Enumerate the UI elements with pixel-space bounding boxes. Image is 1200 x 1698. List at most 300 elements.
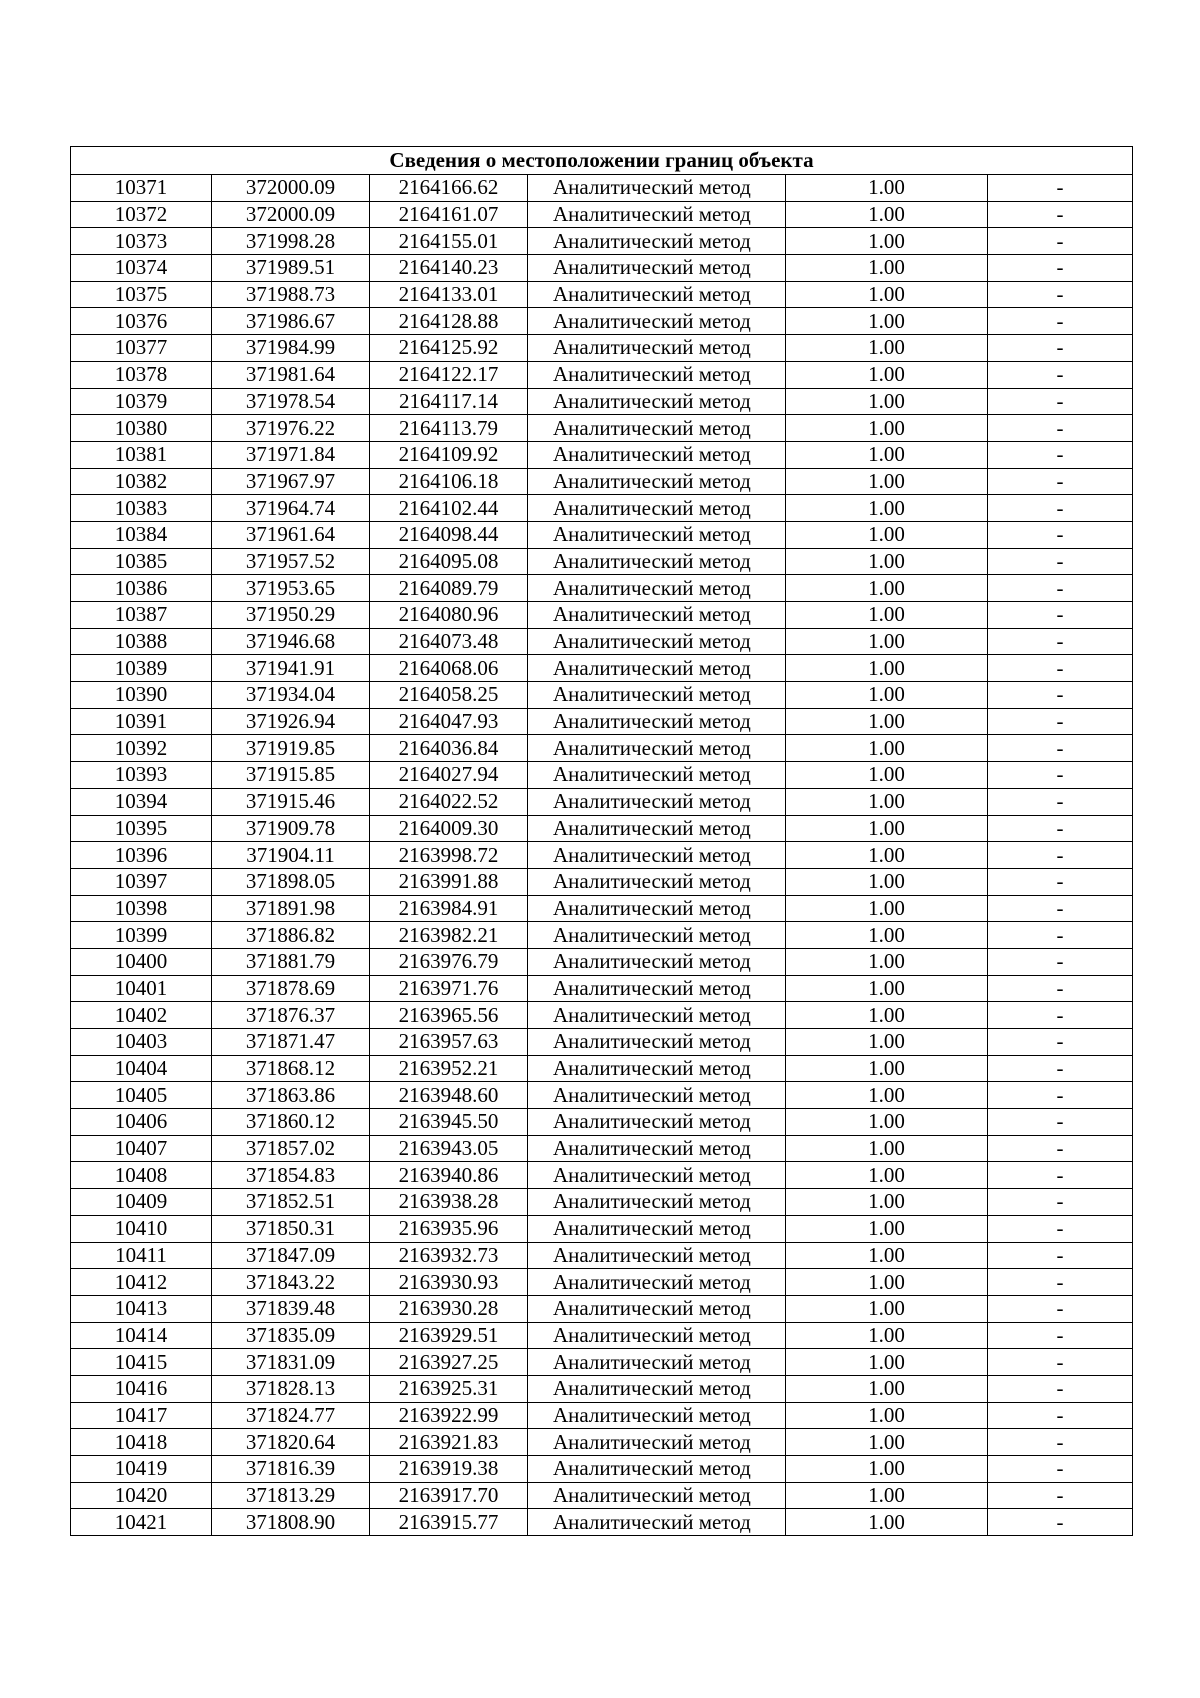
y-coordinate-cell: 2163952.21 [370, 1055, 528, 1082]
method-cell: Аналитический метод [528, 1482, 786, 1509]
point-number-cell: 10418 [71, 1429, 212, 1456]
x-coordinate-cell: 371941.91 [212, 655, 370, 682]
x-coordinate-cell: 371953.65 [212, 575, 370, 602]
y-coordinate-cell: 2163984.91 [370, 895, 528, 922]
x-coordinate-cell: 371847.09 [212, 1242, 370, 1269]
y-coordinate-cell: 2163938.28 [370, 1189, 528, 1216]
x-coordinate-cell: 371878.69 [212, 975, 370, 1002]
method-cell: Аналитический метод [528, 1349, 786, 1376]
y-coordinate-cell: 2163945.50 [370, 1109, 528, 1136]
accuracy-cell: 1.00 [786, 1189, 988, 1216]
table-row [71, 441, 1133, 468]
x-coordinate-cell: 371876.37 [212, 1002, 370, 1029]
accuracy-cell: 1.00 [786, 415, 988, 442]
method-cell: Аналитический метод [528, 1429, 786, 1456]
table-row [71, 521, 1133, 548]
accuracy-cell: 1.00 [786, 281, 988, 308]
description-cell: - [988, 922, 1133, 949]
y-coordinate-cell: 2163922.99 [370, 1402, 528, 1429]
point-number-cell: 10374 [71, 255, 212, 282]
x-coordinate-cell: 371860.12 [212, 1109, 370, 1136]
description-cell: - [988, 521, 1133, 548]
y-coordinate-cell: 2163927.25 [370, 1349, 528, 1376]
description-cell: - [988, 1429, 1133, 1456]
x-coordinate-cell: 371915.85 [212, 762, 370, 789]
point-number-cell: 10401 [71, 975, 212, 1002]
x-coordinate-cell: 371898.05 [212, 868, 370, 895]
accuracy-cell: 1.00 [786, 948, 988, 975]
point-number-cell: 10416 [71, 1375, 212, 1402]
accuracy-cell: 1.00 [786, 602, 988, 629]
method-cell: Аналитический метод [528, 1189, 786, 1216]
accuracy-cell: 1.00 [786, 1135, 988, 1162]
method-cell: Аналитический метод [528, 735, 786, 762]
accuracy-cell: 1.00 [786, 1482, 988, 1509]
description-cell: - [988, 175, 1133, 202]
description-cell: - [988, 682, 1133, 709]
point-number-cell: 10385 [71, 548, 212, 575]
accuracy-cell: 1.00 [786, 1402, 988, 1429]
method-cell: Аналитический метод [528, 1135, 786, 1162]
point-number-cell: 10405 [71, 1082, 212, 1109]
x-coordinate-cell: 371850.31 [212, 1215, 370, 1242]
accuracy-cell: 1.00 [786, 468, 988, 495]
x-coordinate-cell: 371881.79 [212, 948, 370, 975]
description-cell: - [988, 1295, 1133, 1322]
method-cell: Аналитический метод [528, 1242, 786, 1269]
point-number-cell: 10414 [71, 1322, 212, 1349]
point-number-cell: 10421 [71, 1509, 212, 1536]
table-row [71, 948, 1133, 975]
point-number-cell: 10417 [71, 1402, 212, 1429]
y-coordinate-cell: 2163919.38 [370, 1456, 528, 1483]
method-cell: Аналитический метод [528, 441, 786, 468]
x-coordinate-cell: 371971.84 [212, 441, 370, 468]
method-cell: Аналитический метод [528, 388, 786, 415]
accuracy-cell: 1.00 [786, 1109, 988, 1136]
accuracy-cell: 1.00 [786, 255, 988, 282]
y-coordinate-cell: 2163965.56 [370, 1002, 528, 1029]
method-cell: Аналитический метод [528, 708, 786, 735]
point-number-cell: 10397 [71, 868, 212, 895]
description-cell: - [988, 468, 1133, 495]
x-coordinate-cell: 371891.98 [212, 895, 370, 922]
accuracy-cell: 1.00 [786, 441, 988, 468]
accuracy-cell: 1.00 [786, 228, 988, 255]
table-row [71, 1456, 1133, 1483]
y-coordinate-cell: 2164122.17 [370, 361, 528, 388]
method-cell: Аналитический метод [528, 281, 786, 308]
description-cell: - [988, 281, 1133, 308]
point-number-cell: 10419 [71, 1456, 212, 1483]
y-coordinate-cell: 2163921.83 [370, 1429, 528, 1456]
method-cell: Аналитический метод [528, 815, 786, 842]
x-coordinate-cell: 371808.90 [212, 1509, 370, 1536]
table-row [71, 1269, 1133, 1296]
point-number-cell: 10404 [71, 1055, 212, 1082]
point-number-cell: 10406 [71, 1109, 212, 1136]
x-coordinate-cell: 371988.73 [212, 281, 370, 308]
description-cell: - [988, 1509, 1133, 1536]
description-cell: - [988, 388, 1133, 415]
description-cell: - [988, 441, 1133, 468]
y-coordinate-cell: 2163957.63 [370, 1029, 528, 1056]
accuracy-cell: 1.00 [786, 201, 988, 228]
accuracy-cell: 1.00 [786, 308, 988, 335]
y-coordinate-cell: 2164089.79 [370, 575, 528, 602]
table-row [71, 335, 1133, 362]
accuracy-cell: 1.00 [786, 682, 988, 709]
accuracy-cell: 1.00 [786, 1269, 988, 1296]
accuracy-cell: 1.00 [786, 1322, 988, 1349]
point-number-cell: 10372 [71, 201, 212, 228]
x-coordinate-cell: 371831.09 [212, 1349, 370, 1376]
method-cell: Аналитический метод [528, 948, 786, 975]
point-number-cell: 10392 [71, 735, 212, 762]
y-coordinate-cell: 2164073.48 [370, 628, 528, 655]
y-coordinate-cell: 2164027.94 [370, 762, 528, 789]
x-coordinate-cell: 372000.09 [212, 175, 370, 202]
accuracy-cell: 1.00 [786, 868, 988, 895]
description-cell: - [988, 201, 1133, 228]
description-cell: - [988, 842, 1133, 869]
x-coordinate-cell: 371843.22 [212, 1269, 370, 1296]
description-cell: - [988, 628, 1133, 655]
y-coordinate-cell: 2164102.44 [370, 495, 528, 522]
x-coordinate-cell: 371835.09 [212, 1322, 370, 1349]
method-cell: Аналитический метод [528, 788, 786, 815]
point-number-cell: 10386 [71, 575, 212, 602]
description-cell: - [988, 308, 1133, 335]
y-coordinate-cell: 2164155.01 [370, 228, 528, 255]
point-number-cell: 10395 [71, 815, 212, 842]
x-coordinate-cell: 371976.22 [212, 415, 370, 442]
point-number-cell: 10391 [71, 708, 212, 735]
method-cell: Аналитический метод [528, 308, 786, 335]
description-cell: - [988, 361, 1133, 388]
description-cell: - [988, 415, 1133, 442]
accuracy-cell: 1.00 [786, 575, 988, 602]
point-number-cell: 10415 [71, 1349, 212, 1376]
y-coordinate-cell: 2164068.06 [370, 655, 528, 682]
description-cell: - [988, 975, 1133, 1002]
method-cell: Аналитический метод [528, 1402, 786, 1429]
x-coordinate-cell: 371915.46 [212, 788, 370, 815]
table-row [71, 895, 1133, 922]
method-cell: Аналитический метод [528, 895, 786, 922]
table-row [71, 1109, 1133, 1136]
accuracy-cell: 1.00 [786, 922, 988, 949]
y-coordinate-cell: 2164161.07 [370, 201, 528, 228]
description-cell: - [988, 1242, 1133, 1269]
description-cell: - [988, 1322, 1133, 1349]
point-number-cell: 10379 [71, 388, 212, 415]
x-coordinate-cell: 371978.54 [212, 388, 370, 415]
method-cell: Аналитический метод [528, 655, 786, 682]
y-coordinate-cell: 2164128.88 [370, 308, 528, 335]
method-cell: Аналитический метод [528, 201, 786, 228]
x-coordinate-cell: 371813.29 [212, 1482, 370, 1509]
method-cell: Аналитический метод [528, 1456, 786, 1483]
description-cell: - [988, 1402, 1133, 1429]
accuracy-cell: 1.00 [786, 548, 988, 575]
point-number-cell: 10380 [71, 415, 212, 442]
method-cell: Аналитический метод [528, 1375, 786, 1402]
y-coordinate-cell: 2164080.96 [370, 602, 528, 629]
point-number-cell: 10398 [71, 895, 212, 922]
table-row [71, 495, 1133, 522]
point-number-cell: 10410 [71, 1215, 212, 1242]
table-row [71, 201, 1133, 228]
description-cell: - [988, 762, 1133, 789]
method-cell: Аналитический метод [528, 628, 786, 655]
description-cell: - [988, 1456, 1133, 1483]
x-coordinate-cell: 371989.51 [212, 255, 370, 282]
method-cell: Аналитический метод [528, 228, 786, 255]
x-coordinate-cell: 371950.29 [212, 602, 370, 629]
point-number-cell: 10382 [71, 468, 212, 495]
table-title-row [71, 147, 1133, 175]
method-cell: Аналитический метод [528, 975, 786, 1002]
table-title: Сведения о местоположении границ объекта [71, 147, 1133, 175]
x-coordinate-cell: 371868.12 [212, 1055, 370, 1082]
method-cell: Аналитический метод [528, 1269, 786, 1296]
y-coordinate-cell: 2163971.76 [370, 975, 528, 1002]
table-row [71, 788, 1133, 815]
x-coordinate-cell: 371961.64 [212, 521, 370, 548]
x-coordinate-cell: 371863.86 [212, 1082, 370, 1109]
method-cell: Аналитический метод [528, 762, 786, 789]
method-cell: Аналитический метод [528, 335, 786, 362]
y-coordinate-cell: 2164095.08 [370, 548, 528, 575]
point-number-cell: 10407 [71, 1135, 212, 1162]
y-coordinate-cell: 2163925.31 [370, 1375, 528, 1402]
accuracy-cell: 1.00 [786, 1215, 988, 1242]
x-coordinate-cell: 371854.83 [212, 1162, 370, 1189]
y-coordinate-cell: 2163991.88 [370, 868, 528, 895]
description-cell: - [988, 1349, 1133, 1376]
point-number-cell: 10412 [71, 1269, 212, 1296]
x-coordinate-cell: 371964.74 [212, 495, 370, 522]
table-row [71, 815, 1133, 842]
table-row [71, 415, 1133, 442]
y-coordinate-cell: 2164140.23 [370, 255, 528, 282]
y-coordinate-cell: 2164166.62 [370, 175, 528, 202]
method-cell: Аналитический метод [528, 1322, 786, 1349]
y-coordinate-cell: 2163930.28 [370, 1295, 528, 1322]
accuracy-cell: 1.00 [786, 1002, 988, 1029]
method-cell: Аналитический метод [528, 922, 786, 949]
point-number-cell: 10396 [71, 842, 212, 869]
method-cell: Аналитический метод [528, 682, 786, 709]
y-coordinate-cell: 2163982.21 [370, 922, 528, 949]
method-cell: Аналитический метод [528, 1162, 786, 1189]
accuracy-cell: 1.00 [786, 1082, 988, 1109]
x-coordinate-cell: 371934.04 [212, 682, 370, 709]
y-coordinate-cell: 2164125.92 [370, 335, 528, 362]
y-coordinate-cell: 2164036.84 [370, 735, 528, 762]
x-coordinate-cell: 371886.82 [212, 922, 370, 949]
point-number-cell: 10388 [71, 628, 212, 655]
point-number-cell: 10393 [71, 762, 212, 789]
accuracy-cell: 1.00 [786, 1295, 988, 1322]
table-row [71, 1002, 1133, 1029]
description-cell: - [988, 228, 1133, 255]
accuracy-cell: 1.00 [786, 815, 988, 842]
description-cell: - [988, 868, 1133, 895]
table-row [71, 1349, 1133, 1376]
y-coordinate-cell: 2164058.25 [370, 682, 528, 709]
point-number-cell: 10373 [71, 228, 212, 255]
x-coordinate-cell: 371984.99 [212, 335, 370, 362]
y-coordinate-cell: 2163998.72 [370, 842, 528, 869]
point-number-cell: 10390 [71, 682, 212, 709]
x-coordinate-cell: 371904.11 [212, 842, 370, 869]
description-cell: - [988, 548, 1133, 575]
table-row [71, 762, 1133, 789]
accuracy-cell: 1.00 [786, 628, 988, 655]
accuracy-cell: 1.00 [786, 361, 988, 388]
y-coordinate-cell: 2164022.52 [370, 788, 528, 815]
table-row [71, 255, 1133, 282]
table-row [71, 1242, 1133, 1269]
description-cell: - [988, 655, 1133, 682]
description-cell: - [988, 1215, 1133, 1242]
accuracy-cell: 1.00 [786, 1055, 988, 1082]
table-row [71, 975, 1133, 1002]
x-coordinate-cell: 371824.77 [212, 1402, 370, 1429]
description-cell: - [988, 495, 1133, 522]
y-coordinate-cell: 2164106.18 [370, 468, 528, 495]
point-number-cell: 10381 [71, 441, 212, 468]
method-cell: Аналитический метод [528, 415, 786, 442]
y-coordinate-cell: 2163930.93 [370, 1269, 528, 1296]
point-number-cell: 10402 [71, 1002, 212, 1029]
table-row [71, 548, 1133, 575]
table-row [71, 1295, 1133, 1322]
description-cell: - [988, 1375, 1133, 1402]
point-number-cell: 10389 [71, 655, 212, 682]
x-coordinate-cell: 371857.02 [212, 1135, 370, 1162]
point-number-cell: 10399 [71, 922, 212, 949]
table-row [71, 1375, 1133, 1402]
point-number-cell: 10377 [71, 335, 212, 362]
description-cell: - [988, 335, 1133, 362]
point-number-cell: 10383 [71, 495, 212, 522]
y-coordinate-cell: 2164009.30 [370, 815, 528, 842]
point-number-cell: 10384 [71, 521, 212, 548]
table-row [71, 922, 1133, 949]
method-cell: Аналитический метод [528, 548, 786, 575]
accuracy-cell: 1.00 [786, 1242, 988, 1269]
table-row [71, 1509, 1133, 1536]
y-coordinate-cell: 2164117.14 [370, 388, 528, 415]
accuracy-cell: 1.00 [786, 1509, 988, 1536]
table-row [71, 1135, 1133, 1162]
point-number-cell: 10420 [71, 1482, 212, 1509]
method-cell: Аналитический метод [528, 1509, 786, 1536]
description-cell: - [988, 948, 1133, 975]
accuracy-cell: 1.00 [786, 175, 988, 202]
accuracy-cell: 1.00 [786, 655, 988, 682]
point-number-cell: 10411 [71, 1242, 212, 1269]
y-coordinate-cell: 2163929.51 [370, 1322, 528, 1349]
table-row [71, 1029, 1133, 1056]
table-row [71, 308, 1133, 335]
x-coordinate-cell: 371820.64 [212, 1429, 370, 1456]
method-cell: Аналитический метод [528, 575, 786, 602]
accuracy-cell: 1.00 [786, 788, 988, 815]
point-number-cell: 10403 [71, 1029, 212, 1056]
table-row [71, 735, 1133, 762]
accuracy-cell: 1.00 [786, 521, 988, 548]
method-cell: Аналитический метод [528, 1295, 786, 1322]
y-coordinate-cell: 2163932.73 [370, 1242, 528, 1269]
table-row [71, 1322, 1133, 1349]
y-coordinate-cell: 2163940.86 [370, 1162, 528, 1189]
method-cell: Аналитический метод [528, 521, 786, 548]
x-coordinate-cell: 371926.94 [212, 708, 370, 735]
description-cell: - [988, 708, 1133, 735]
description-cell: - [988, 1135, 1133, 1162]
description-cell: - [988, 1189, 1133, 1216]
point-number-cell: 10376 [71, 308, 212, 335]
table-row [71, 468, 1133, 495]
method-cell: Аналитический метод [528, 602, 786, 629]
y-coordinate-cell: 2163948.60 [370, 1082, 528, 1109]
description-cell: - [988, 1055, 1133, 1082]
y-coordinate-cell: 2163915.77 [370, 1509, 528, 1536]
y-coordinate-cell: 2164113.79 [370, 415, 528, 442]
x-coordinate-cell: 371816.39 [212, 1456, 370, 1483]
accuracy-cell: 1.00 [786, 388, 988, 415]
accuracy-cell: 1.00 [786, 975, 988, 1002]
accuracy-cell: 1.00 [786, 735, 988, 762]
x-coordinate-cell: 371981.64 [212, 361, 370, 388]
x-coordinate-cell: 371967.97 [212, 468, 370, 495]
point-number-cell: 10409 [71, 1189, 212, 1216]
x-coordinate-cell: 371919.85 [212, 735, 370, 762]
table-row [71, 628, 1133, 655]
method-cell: Аналитический метод [528, 1029, 786, 1056]
y-coordinate-cell: 2163935.96 [370, 1215, 528, 1242]
accuracy-cell: 1.00 [786, 1456, 988, 1483]
point-number-cell: 10378 [71, 361, 212, 388]
y-coordinate-cell: 2163976.79 [370, 948, 528, 975]
method-cell: Аналитический метод [528, 1002, 786, 1029]
table-row [71, 1055, 1133, 1082]
table-row [71, 602, 1133, 629]
accuracy-cell: 1.00 [786, 708, 988, 735]
description-cell: - [988, 788, 1133, 815]
description-cell: - [988, 1082, 1133, 1109]
x-coordinate-cell: 371839.48 [212, 1295, 370, 1322]
method-cell: Аналитический метод [528, 361, 786, 388]
method-cell: Аналитический метод [528, 468, 786, 495]
method-cell: Аналитический метод [528, 1215, 786, 1242]
method-cell: Аналитический метод [528, 175, 786, 202]
table-row [71, 1189, 1133, 1216]
y-coordinate-cell: 2163917.70 [370, 1482, 528, 1509]
x-coordinate-cell: 371986.67 [212, 308, 370, 335]
y-coordinate-cell: 2164098.44 [370, 521, 528, 548]
description-cell: - [988, 1029, 1133, 1056]
accuracy-cell: 1.00 [786, 1429, 988, 1456]
description-cell: - [988, 815, 1133, 842]
boundary-coordinates-table [70, 146, 1133, 1536]
x-coordinate-cell: 371909.78 [212, 815, 370, 842]
point-number-cell: 10400 [71, 948, 212, 975]
